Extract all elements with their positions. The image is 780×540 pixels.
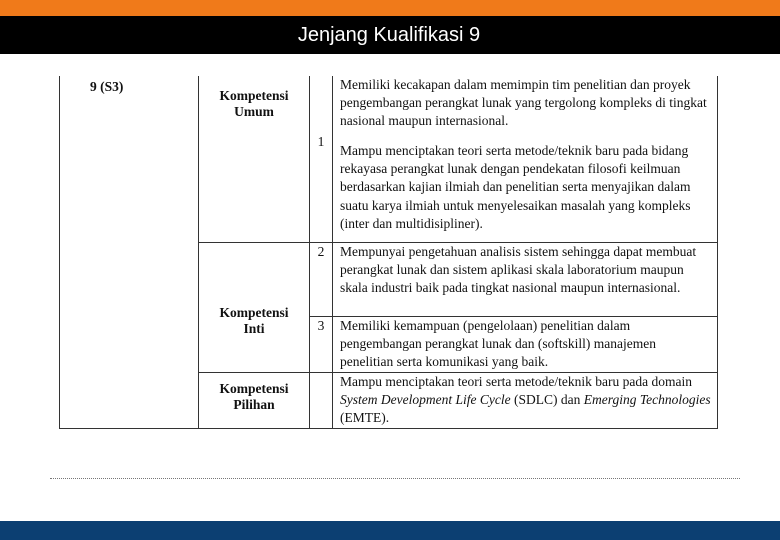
row-number xyxy=(310,372,333,428)
top-accent-bar xyxy=(0,0,780,16)
row-number: 2 xyxy=(310,242,333,316)
row-number: 3 xyxy=(310,316,333,372)
category-pilihan: Kompetensi Pilihan xyxy=(199,372,310,428)
footer-bar xyxy=(0,521,780,540)
divider xyxy=(50,478,740,479)
competency-text-pilihan: Mampu menciptakan teori serta metode/teknik baru pada domain System Development Life Cycle (SDLC) dan Emerging Technologies (EMTE). xyxy=(333,372,718,428)
category-umum: Kompetensi Umum xyxy=(199,76,310,242)
competency-text: Memiliki kemampuan (pengelolaan) penelitian dalam pengembangan perangkat lunak dan (softskill) manajemen penelitian serta komunikasi yang baik. xyxy=(333,316,718,372)
row-number: 1 xyxy=(310,76,333,242)
competency-text: Mampu menciptakan teori serta metode/teknik baru pada bidang rekayasa perangkat lunak dengan pendekatan filosofi keilmuan berdasarkan kajian ilmiah dan penelitian serta menyajikan dalam suatu karya ilmiah untuk menyelesaikan masalah yang kompleks (inter dan multidisipliner). xyxy=(333,142,718,242)
page-title: Jenjang Kualifikasi 9 xyxy=(297,23,481,46)
competency-text: Memiliki kecakapan dalam memimpin tim penelitian dan proyek pengembangan perangkat lunak yang tergolong kompleks di tingkat nasional maupun internasional. xyxy=(333,76,718,142)
table-row xyxy=(60,76,718,142)
competency-text: Mempunyai pengetahuan analisis sistem sehingga dapat membuat perangkat lunak dan sistem aplikasi skala laboratorium maupun skala industri baik pada tingkat nasional maupun internasional. xyxy=(333,242,718,316)
competency-table xyxy=(59,76,718,429)
title-bar xyxy=(0,16,780,54)
level-cell: 9 (S3) xyxy=(60,76,199,428)
category-inti: Kompetensi Inti xyxy=(199,242,310,372)
